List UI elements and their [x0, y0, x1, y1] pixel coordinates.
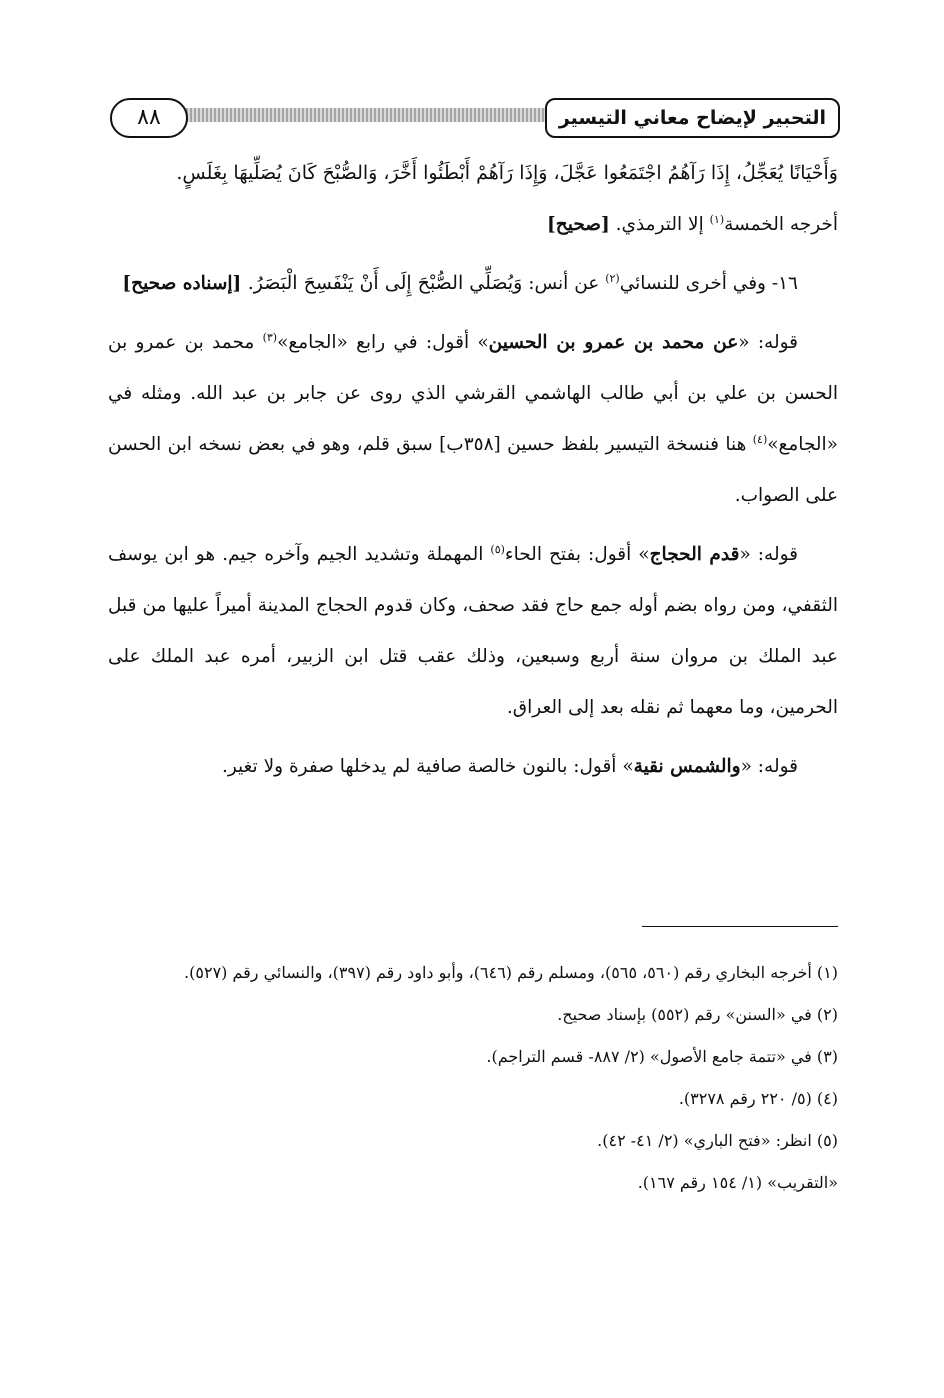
footnote-5: (٥) انظر: «فتح الباري» (٢/ ٤١- ٤٢).: [597, 1131, 838, 1150]
main-text: [108, 148, 838, 792]
quoted-phrase: والشمس نقية: [633, 756, 741, 777]
book-title: التحبير لإيضاح معاني التيسير: [545, 98, 840, 138]
grade-label: [إسناده صحيح]: [122, 273, 248, 294]
footnote-ref-4[interactable]: (٤): [752, 432, 768, 446]
hadith-quote: وَيُصَلِّي الصُّبْحَ إِلَى أَنْ يَنْفَسِحَ الْبَصَرُ.: [247, 272, 523, 294]
footnote-ref-5[interactable]: (٥): [490, 542, 505, 556]
hadith-continuation: وَأَحْيَانًا يُعَجِّلُ، إِذَا رَآهُمُ اجْتَمَعُوا عَجَّلَ، وَإِذَا رَآهُمْ أَبْطَئُوا أَخَّرَ، وَالصُّبْحَ كَانَ يُصَلِّيهَا بِغَلَسٍ.: [176, 162, 838, 184]
hadith-16: ١٦- وفي أخرى للنسائي$^{(٢)}$ عن أنس: وَيُصَلِّي الصُّبْحَ إِلَى أَنْ يَنْفَسِحَ الْبَصَرُ. [إسناده صحيح]: [122, 271, 798, 294]
commentary-paragraph: قوله: «عن محمد بن عمرو بن الحسين» أقول: في رابع «الجامع»$^{(٣)}$ محمد بن عمرو بن الحسن بن علي بن أبي طالب الهاشمي القرشي الذي روى عن جابر بن عبد الله. ومثله في «الجامع»$^{(٤)}$ هنا فنسخة التيسير بلفظ حسين [٣٥٨ب] سبق قلم، وهو في بعض نسخه ابن الحسن على الصواب.: [108, 330, 838, 506]
quoted-phrase: عن محمد بن عمرو بن الحسين: [488, 332, 739, 353]
page-header: [100, 98, 840, 140]
footnote-4: (٤) (٥/ ٢٢٠ رقم ٣٢٧٨).: [678, 1089, 838, 1108]
footnote-ref-1[interactable]: (١): [709, 212, 725, 226]
hadith-text: [108, 148, 838, 199]
footnote-2: (٢) في «السنن» رقم (٥٥٢) بإسناد صحيح.: [557, 1005, 838, 1024]
grade-label: [صحيح]: [547, 214, 610, 235]
quoted-phrase: قدم الحجاج: [649, 544, 740, 565]
takhrij-line: أخرجه الخمسة$^{(١)}$ إلا الترمذي. [صحيح]: [547, 212, 838, 235]
footnote-ref-3[interactable]: (٣): [262, 330, 278, 344]
footnote-5-continued: «التقريب» (١/ ١٥٤ رقم ١٦٧).: [637, 1173, 838, 1192]
commentary-paragraph: قوله: «قدم الحجاج» أقول: بفتح الحاء$^{(٥)}$ المهملة وتشديد الجيم وآخره جيم. هو ابن يوسف الثقفي، ومن رواه بضم أوله جمع حاج فقد صحف، وكان قدوم الحجاج المدينة أميراً عليها من قبل عبد الملك بن مروان سنة أربع وسبعين، وذلك عقب قتل ابن الزبير، أمره عبد الملك على الحرمين، وما معهما ثم نقله بعد إلى العراق.: [108, 542, 838, 718]
footnote-divider: [642, 926, 838, 927]
footnote-3: (٣) في «تتمة جامع الأصول» (٢/ ٨٨٧- قسم التراجم).: [486, 1047, 838, 1066]
commentary-paragraph: قوله: «والشمس نقية» أقول: بالنون خالصة صافية لم يدخلها صفرة ولا تغير.: [221, 756, 798, 777]
page-number: ٨٨: [110, 98, 188, 138]
footnotes: [108, 952, 838, 1204]
footnote-ref-2[interactable]: (٢): [605, 271, 620, 285]
footnote-1: (١) أخرجه البخاري رقم (٥٦٠، ٥٦٥)، ومسلم رقم (٦٤٦)، وأبو داود رقم (٣٩٧)، والنسائي رقم (٥٢٧).: [184, 963, 838, 982]
